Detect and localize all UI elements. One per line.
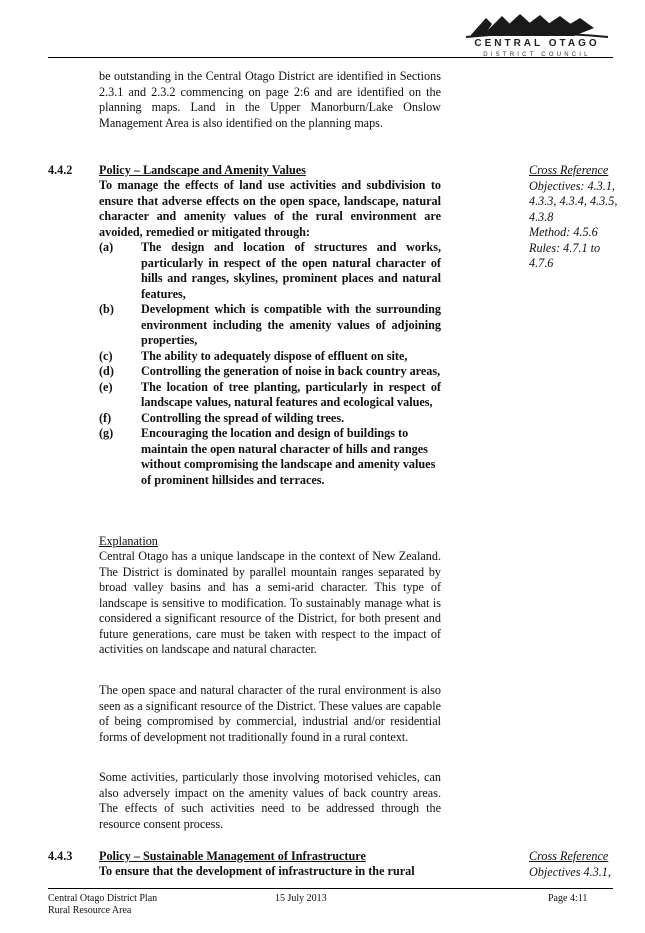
list-item	[99, 364, 441, 380]
list-item-text: Encouraging the location and design of buildings to maintain the open natural character of hills and ranges without compromising the landscape and amenity values of prominent hillsides and terraces.	[141, 426, 436, 487]
list-item	[99, 240, 441, 302]
central-otago-logo	[462, 10, 612, 60]
footer-page-number: Page 4:11	[548, 893, 588, 904]
list-item-label: (a)	[99, 240, 114, 254]
list-item	[99, 302, 441, 349]
list-item-label: (c)	[99, 348, 113, 363]
list-item	[99, 426, 441, 488]
policy-text-442: To manage the effects of land use activities and subdivision to ensure that adverse effects on the open space, landscape, natural character and amenity values of the rural environment are avoided, remedied or mitigated through:	[99, 178, 441, 239]
policy-text-443: To ensure that the development of infrastructure in the rural	[99, 864, 415, 878]
section-number-443: 4.4.3	[48, 849, 73, 863]
logo-wordmark: CENTRAL OTAGO	[474, 38, 600, 49]
cross-reference-443	[529, 849, 639, 880]
footer-divider	[48, 888, 613, 889]
footer-doc-subtitle: Rural Resource Area	[48, 905, 132, 916]
intro-paragraph: be outstanding in the Central Otago District are identified in Sections 2.3.1 and 2.3.2 commencing on page 2:6 and are identified on the planning maps. Land in the Upper Manorburn/Lake Onslow Management Area is also identified on the planning maps.	[99, 69, 441, 130]
list-item-label: (e)	[99, 379, 113, 394]
cross-reference-heading: Cross Reference	[529, 163, 609, 177]
footer-doc-title: Central Otago District Plan	[48, 893, 158, 904]
list-item-text: The design and location of structures and works, particularly in respect of the open natural character of hills and ranges, skylines, prominent places and natural features,	[141, 240, 441, 301]
cross-reference-line: 4.7.6	[529, 256, 554, 270]
list-item-text: Controlling the generation of noise in back country areas,	[141, 364, 441, 378]
list-item-label: (g)	[99, 426, 114, 440]
policy-list-442	[99, 240, 441, 488]
footer-date: 15 July 2013	[275, 893, 327, 904]
list-item-text: The location of tree planting, particularly in respect of landscape values, natural features and ecological values,	[141, 379, 441, 409]
list-item	[99, 380, 441, 411]
header-divider	[48, 57, 613, 58]
cross-reference-line: 4.3.8	[529, 209, 554, 224]
list-item-text: Development which is compatible with the surrounding environment including the amenity values of adjoining properties,	[141, 302, 441, 347]
list-item-text: Controlling the spread of wilding trees.	[141, 410, 345, 425]
section-title-442: Policy – Landscape and Amenity Values	[99, 163, 306, 177]
list-item-label: (d)	[99, 364, 114, 378]
explanation-heading: Explanation	[99, 534, 158, 548]
cross-reference-442	[529, 163, 639, 272]
list-item	[99, 349, 441, 365]
section-title-443: Policy – Sustainable Management of Infrastructure	[99, 849, 366, 863]
logo-subtitle: DISTRICT COUNCIL	[483, 52, 591, 58]
explanation-paragraph: Central Otago has a unique landscape in the context of New Zealand. The District is dominated by parallel mountain ranges separated by broad valley basins and has a semi-arid character. This type of landscape is sensitive to modification. To sustainably manage what is considered a significant resource of the District, for both present and future generations, care must be taken with respect to the impact of activities on landscape and natural character.	[99, 549, 441, 656]
cross-reference-line: Objectives: 4.3.1,	[529, 178, 615, 193]
section-number-442: 4.4.2	[48, 163, 73, 177]
explanation-paragraph: Some activities, particularly those involving motorised vehicles, can also adversely impact on the amenity values of back country areas. The effects of such activities need to be addressed through the resource consent process.	[99, 770, 441, 831]
footer-doc-info	[48, 893, 157, 917]
cross-reference-heading: Cross Reference	[529, 849, 609, 863]
list-item-text: The ability to adequately dispose of effluent on site,	[141, 348, 408, 363]
explanation-paragraph: The open space and natural character of the rural environment is also seen as a significant resource of the District. These values are capable of being compromised by commercial, industrial and/or residential forms of development not traditionally found in a rural context.	[99, 683, 441, 744]
cross-reference-line: Rules: 4.7.1 to	[529, 240, 601, 255]
list-item-label: (f)	[99, 410, 112, 425]
list-item	[99, 411, 441, 427]
mountain-logo-icon	[462, 10, 612, 40]
cross-reference-line: Method: 4.5.6	[529, 225, 598, 239]
cross-reference-line: Objectives 4.3.1,	[529, 864, 611, 879]
list-item-label: (b)	[99, 302, 114, 316]
cross-reference-line: 4.3.3, 4.3.4, 4.3.5,	[529, 194, 618, 208]
